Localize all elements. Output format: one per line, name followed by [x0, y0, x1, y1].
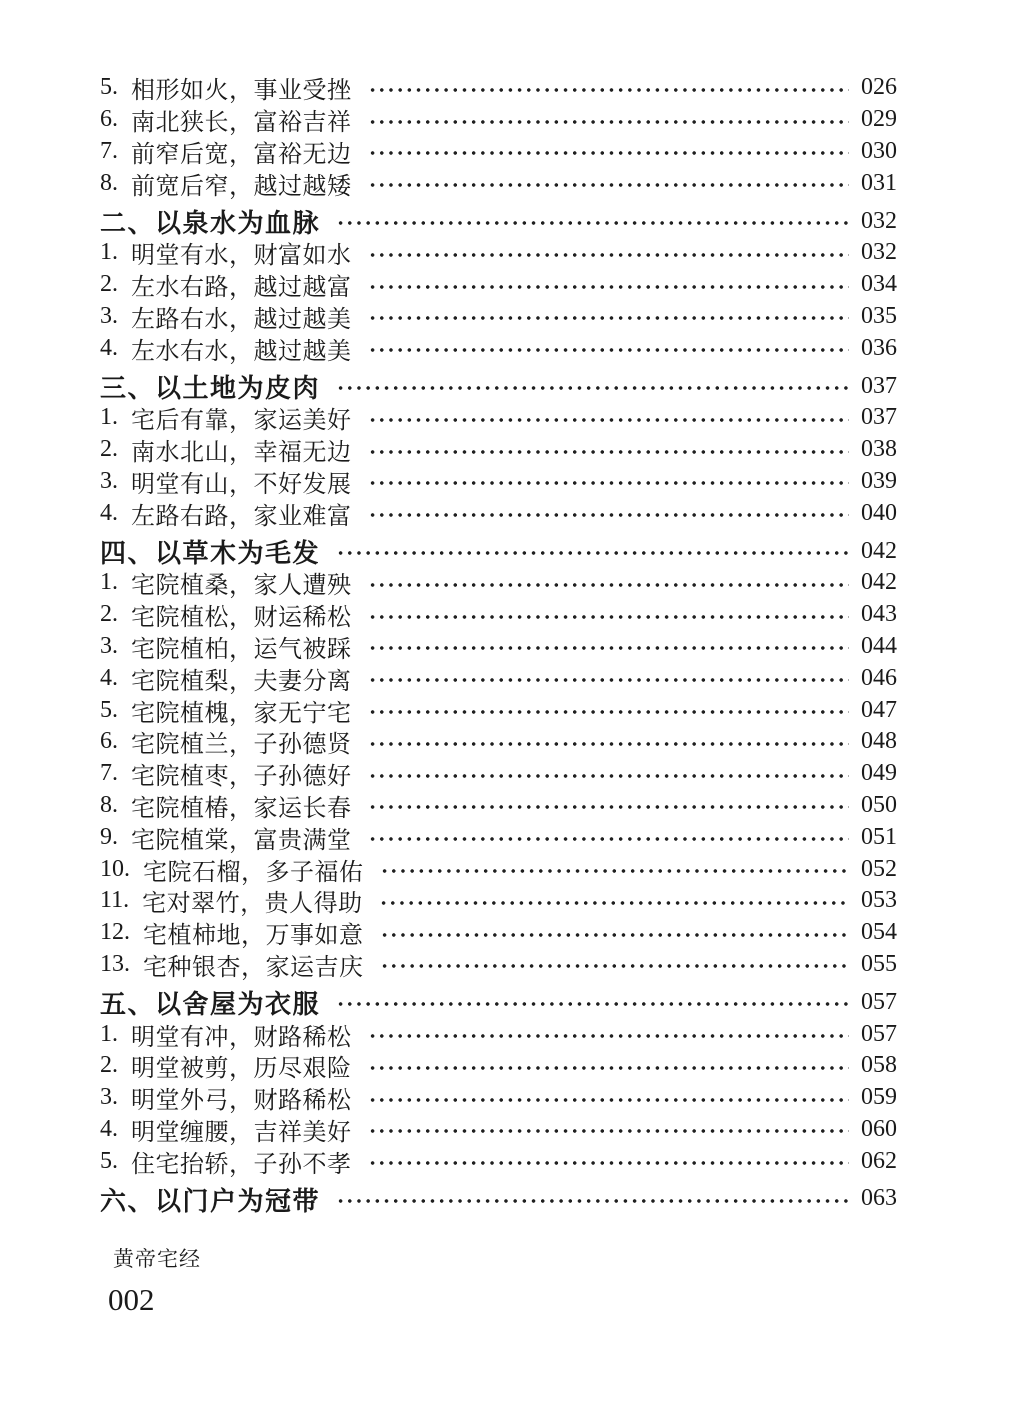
toc-entry [100, 301, 903, 333]
entry-number: 5. [100, 696, 118, 723]
toc-entry [100, 726, 903, 758]
dot-leader [368, 448, 850, 456]
entry-title: 宅植柿地，万事如意 [143, 923, 364, 950]
entry-number: 4. [100, 499, 118, 526]
dot-leader [368, 86, 850, 94]
entry-page-number: 034 [861, 271, 897, 298]
entry-title: 宅院植兰，子孙德贤 [131, 732, 352, 759]
entry-title: 宅院植槐，家无宁宅 [131, 700, 352, 727]
entry-number: 2. [100, 1052, 118, 1079]
entry-page-number: 037 [861, 404, 897, 431]
dot-leader [368, 1064, 850, 1072]
entry-page-number: 040 [861, 499, 897, 526]
toc-entry [100, 269, 903, 301]
entry-number: 12. [100, 919, 130, 946]
dot-leader [368, 835, 850, 843]
entry-number: 1. [100, 1020, 118, 1047]
entry-title: 前宽后窄，越过越矮 [131, 173, 352, 200]
entry-number: 1. [100, 239, 118, 266]
dot-leader [368, 613, 850, 621]
entry-title: 宅院植柏，运气被踩 [131, 636, 352, 663]
toc-entry [100, 434, 903, 466]
entry-page-number: 051 [861, 823, 897, 850]
footer-book-title: 黄帝宅经 [113, 1246, 201, 1271]
entry-number: 1. [100, 569, 118, 596]
entry-title: 明堂缠腰，吉祥美好 [131, 1119, 352, 1146]
entry-title: 明堂外弓，财路稀松 [131, 1088, 352, 1115]
entry-page-number: 035 [861, 302, 897, 329]
entry-number: 2. [100, 436, 118, 463]
dot-leader [368, 1032, 850, 1040]
dot-leader [368, 181, 850, 189]
toc-entry [100, 790, 903, 822]
dot-leader [368, 118, 850, 126]
dot-leader [368, 772, 850, 780]
toc-entry [100, 694, 903, 726]
entry-number: 9. [100, 823, 118, 850]
entry-page-number: 032 [861, 207, 897, 234]
entry-title: 五、以舍屋为衣服 [100, 988, 321, 1019]
entry-number: 4. [100, 1115, 118, 1142]
entry-number: 13. [100, 950, 130, 977]
dot-leader [336, 1197, 849, 1205]
entry-number: 8. [100, 791, 118, 818]
entry-page-number: 050 [861, 791, 897, 818]
entry-page-number: 046 [861, 664, 897, 691]
dot-leader [368, 149, 850, 157]
entry-page-number: 037 [861, 372, 897, 399]
entry-title: 三、以土地为皮肉 [100, 372, 321, 403]
entry-page-number: 060 [861, 1115, 897, 1142]
dot-leader [368, 708, 850, 716]
toc-entry [100, 72, 903, 104]
toc-entry [100, 1082, 903, 1114]
toc-entry [100, 758, 903, 790]
toc-entry [100, 205, 903, 237]
entry-number: 1. [100, 404, 118, 431]
entry-title: 六、以门户为冠带 [100, 1185, 321, 1216]
entry-title: 四、以草木为毛发 [100, 537, 321, 568]
entry-title: 明堂有水，财富如水 [131, 243, 352, 270]
toc-entry [100, 917, 903, 949]
entry-page-number: 057 [861, 988, 897, 1015]
entry-number: 5. [100, 74, 118, 101]
entry-page-number: 057 [861, 1020, 897, 1047]
entry-number: 7. [100, 760, 118, 787]
entry-page-number: 030 [861, 137, 897, 164]
entry-title: 宅院植松，财运稀松 [131, 605, 352, 632]
dot-leader [368, 251, 850, 259]
entry-number: 11. [100, 887, 130, 914]
dot-leader [368, 1096, 850, 1104]
dot-leader [368, 803, 850, 811]
entry-page-number: 039 [861, 467, 897, 494]
entry-number: 6. [100, 106, 118, 133]
entry-title: 宅种银杏，家运吉庆 [143, 954, 364, 981]
dot-leader [380, 867, 850, 875]
entry-page-number: 042 [861, 569, 897, 596]
entry-page-number: 049 [861, 760, 897, 787]
toc-entry [100, 567, 903, 599]
dot-leader [336, 384, 849, 392]
entry-number: 6. [100, 728, 118, 755]
toc-entry [100, 1145, 903, 1177]
entry-number: 4. [100, 664, 118, 691]
entry-page-number: 043 [861, 601, 897, 628]
toc-entry [100, 821, 903, 853]
entry-title: 明堂有冲，财路稀松 [131, 1024, 352, 1051]
toc-entry [100, 662, 903, 694]
dot-leader [368, 1159, 850, 1167]
entry-title: 宅后有靠，家运美好 [131, 408, 352, 435]
dot-leader [368, 416, 850, 424]
toc-entry [100, 853, 903, 885]
entry-title: 南水北山，幸福无边 [131, 440, 352, 467]
entry-number: 3. [100, 467, 118, 494]
entry-title: 左水右水，越过越美 [131, 338, 352, 365]
entry-number: 2. [100, 271, 118, 298]
entry-page-number: 052 [861, 855, 897, 882]
entry-page-number: 053 [861, 887, 897, 914]
entry-page-number: 054 [861, 919, 897, 946]
entry-title: 住宅抬轿，子孙不孝 [131, 1151, 352, 1178]
entry-title: 宅对翠竹，贵人得助 [142, 891, 363, 918]
entry-title: 明堂有山，不好发展 [131, 471, 352, 498]
entry-page-number: 026 [861, 74, 897, 101]
dot-leader [368, 346, 850, 354]
entry-number: 4. [100, 334, 118, 361]
entry-page-number: 062 [861, 1147, 897, 1174]
toc-entry [100, 1050, 903, 1082]
footer-page-number: 002 [108, 1281, 155, 1317]
dot-leader [368, 283, 850, 291]
dot-leader [368, 511, 850, 519]
entry-title: 二、以泉水为血脉 [100, 207, 321, 238]
toc-entry [100, 535, 903, 567]
toc-entry [100, 631, 903, 663]
dot-leader [368, 581, 850, 589]
entry-page-number: 032 [861, 239, 897, 266]
dot-leader [336, 219, 849, 227]
dot-leader [368, 1127, 850, 1135]
dot-leader [368, 479, 850, 487]
dot-leader [380, 962, 850, 970]
entry-page-number: 044 [861, 632, 897, 659]
toc-entry [100, 167, 903, 199]
toc-entry [100, 986, 903, 1018]
entry-title: 南北狭长，富裕吉祥 [131, 110, 352, 137]
entry-title: 宅院植枣，子孙德好 [131, 764, 352, 791]
entry-number: 5. [100, 1147, 118, 1174]
entry-title: 宅院植椿，家运长春 [131, 795, 352, 822]
toc-entry [100, 1018, 903, 1050]
entry-number: 3. [100, 632, 118, 659]
entry-number: 3. [100, 1084, 118, 1111]
toc-list [100, 72, 903, 1215]
entry-number: 7. [100, 137, 118, 164]
toc-entry [100, 1114, 903, 1146]
toc-entry [100, 466, 903, 498]
dot-leader [380, 931, 850, 939]
entry-title: 相形如火，事业受挫 [131, 78, 352, 105]
dot-leader [379, 899, 849, 907]
entry-number: 2. [100, 601, 118, 628]
entry-page-number: 059 [861, 1084, 897, 1111]
entry-number: 8. [100, 169, 118, 196]
toc-entry [100, 497, 903, 529]
toc-entry [100, 885, 903, 917]
toc-entry [100, 332, 903, 364]
entry-number: 3. [100, 302, 118, 329]
toc-entry [100, 599, 903, 631]
entry-page-number: 029 [861, 106, 897, 133]
entry-title: 宅院植桑，家人遭殃 [131, 573, 352, 600]
toc-entry [100, 1183, 903, 1215]
entry-title: 左水右路，越过越富 [131, 275, 352, 302]
entry-page-number: 036 [861, 334, 897, 361]
dot-leader [336, 1000, 849, 1008]
page-footer [100, 1243, 903, 1318]
entry-title: 宅院石榴，多子福佑 [143, 859, 364, 886]
entry-title: 前窄后宽，富裕无边 [131, 142, 352, 168]
dot-leader [368, 676, 850, 684]
toc-entry [100, 949, 903, 981]
toc-entry [100, 136, 903, 168]
entry-title: 宅院植棠，富贵满堂 [131, 827, 352, 854]
entry-title: 明堂被剪，历尽艰险 [131, 1056, 352, 1083]
entry-title: 左路右路，家业难富 [131, 503, 352, 530]
entry-page-number: 058 [861, 1052, 897, 1079]
entry-page-number: 055 [861, 950, 897, 977]
entry-title: 宅院植梨，夫妻分离 [131, 668, 352, 695]
dot-leader [368, 644, 850, 652]
entry-page-number: 038 [861, 436, 897, 463]
toc-entry [100, 104, 903, 136]
toc-entry [100, 237, 903, 269]
dot-leader [368, 740, 850, 748]
entry-page-number: 042 [861, 537, 897, 564]
entry-page-number: 047 [861, 696, 897, 723]
entry-page-number: 048 [861, 728, 897, 755]
entry-page-number: 031 [861, 169, 897, 196]
toc-entry [100, 370, 903, 402]
entry-page-number: 063 [861, 1185, 897, 1212]
dot-leader [368, 314, 850, 322]
entry-title: 左路右水，越过越美 [131, 306, 352, 333]
dot-leader [336, 549, 849, 557]
toc-entry [100, 402, 903, 434]
entry-number: 10. [100, 855, 130, 882]
